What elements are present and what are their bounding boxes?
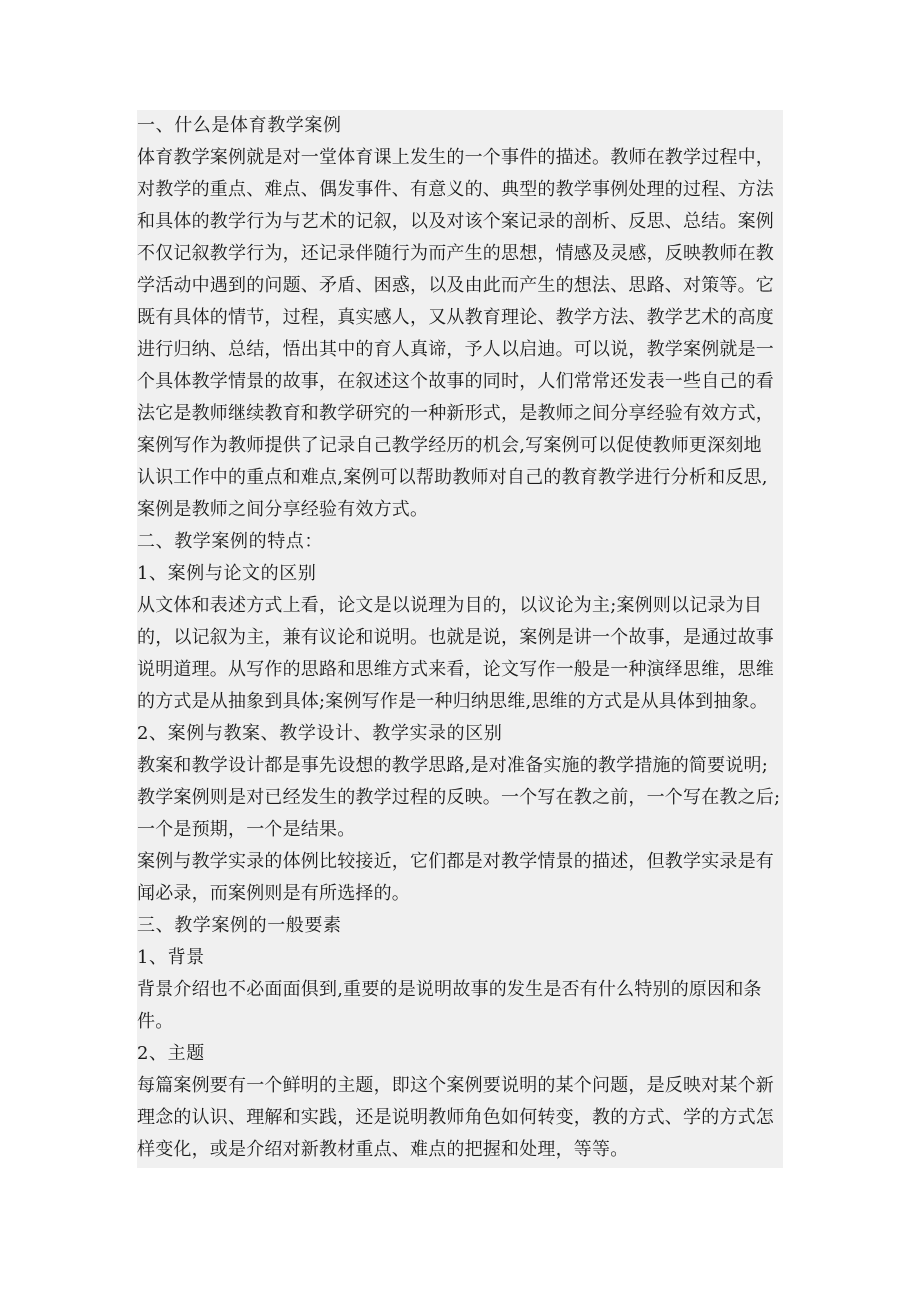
text-line: 案例写作为教师提供了记录自己教学经历的机会,写案例可以促使教师更深刻地: [137, 435, 762, 456]
text-line: 从文体和表述方式上看，论文是以说理为目的，以议论为主;案例则以记录为目: [137, 595, 763, 616]
subheading-3-1: 1、背景: [137, 947, 205, 968]
text-line: 案例是教师之间分享经验有效方式。: [137, 499, 429, 520]
text-line: 既有具体的情节，过程，真实感人，又从教育理论、教学方法、教学艺术的高度: [137, 307, 774, 328]
text-line: 闻必录，而案例则是有所选择的。: [137, 883, 410, 904]
heading-1: 一、什么是体育教学案例: [137, 115, 342, 136]
heading-2: 二、教学案例的特点：: [137, 531, 323, 552]
text-line: 学活动中遇到的问题、矛盾、困惑，以及由此而产生的想法、思路、对策等。它: [137, 275, 774, 296]
text-line: 样变化，或是介绍对新教材重点、难点的把握和处理，等等。: [137, 1139, 629, 1160]
text-line: 件。: [137, 1011, 174, 1032]
text-line: 进行归纳、总结，悟出其中的育人真谛，予人以启迪。可以说，教学案例就是一: [137, 339, 774, 360]
text-line: 说明道理。从写作的思路和思维方式来看，论文写作一般是一种演绎思维，思维: [137, 659, 774, 680]
text-line: 对教学的重点、难点、偶发事件、有意义的、典型的教学事例处理的过程、方法: [137, 179, 774, 200]
subheading-2-2: 2、案例与教案、教学设计、教学实录的区别: [137, 723, 503, 744]
text-line: 案例与教学实录的体例比较接近，它们都是对教学情景的描述，但教学实录是有: [137, 851, 774, 872]
text-line: 认识工作中的重点和难点,案例可以帮助教师对自己的教育教学进行分析和反思,: [137, 467, 768, 488]
text-line: 法它是教师继续教育和教学研究的一种新形式，是教师之间分享经验有效方式，: [137, 403, 774, 424]
text-line: 一个是预期，一个是结果。: [137, 819, 356, 840]
subheading-3-2: 2、主题: [137, 1043, 205, 1064]
text-line: 教学案例则是对已经发生的教学过程的反映。一个写在教之前，一个写在教之后;: [137, 787, 781, 808]
text-line: 理念的认识、理解和实践，还是说明教师角色如何转变，教的方式、学的方式怎: [137, 1107, 774, 1128]
heading-3: 三、教学案例的一般要素: [137, 915, 342, 936]
document-body: [137, 110, 783, 1168]
text-line: 教案和教学设计都是事先设想的教学思路,是对准备实施的教学措施的简要说明;: [137, 755, 768, 776]
text-line: 个具体教学情景的故事，在叙述这个故事的同时，人们常常还发表一些自己的看: [137, 371, 774, 392]
text-line: 每篇案例要有一个鲜明的主题，即这个案例要说明的某个问题，是反映对某个新: [137, 1075, 774, 1096]
subheading-2-1: 1、案例与论文的区别: [137, 563, 317, 584]
text-line: 的方式是从抽象到具体;案例写作是一种归纳思维,思维的方式是从具体到抽象。: [137, 691, 768, 712]
text-line: 不仅记叙教学行为，还记录伴随行为而产生的思想，情感及灵感，反映教师在教: [137, 243, 774, 264]
text-line: 体育教学案例就是对一堂体育课上发生的一个事件的描述。教师在教学过程中，: [137, 147, 774, 168]
text-line: 的，以记叙为主，兼有议论和说明。也就是说，案例是讲一个故事，是通过故事: [137, 627, 774, 648]
text-line: 背景介绍也不必面面俱到,重要的是说明故事的发生是否有什么特别的原因和条: [137, 979, 762, 1000]
text-line: 和具体的教学行为与艺术的记叙，以及对该个案记录的剖析、反思、总结。案例: [137, 211, 774, 232]
